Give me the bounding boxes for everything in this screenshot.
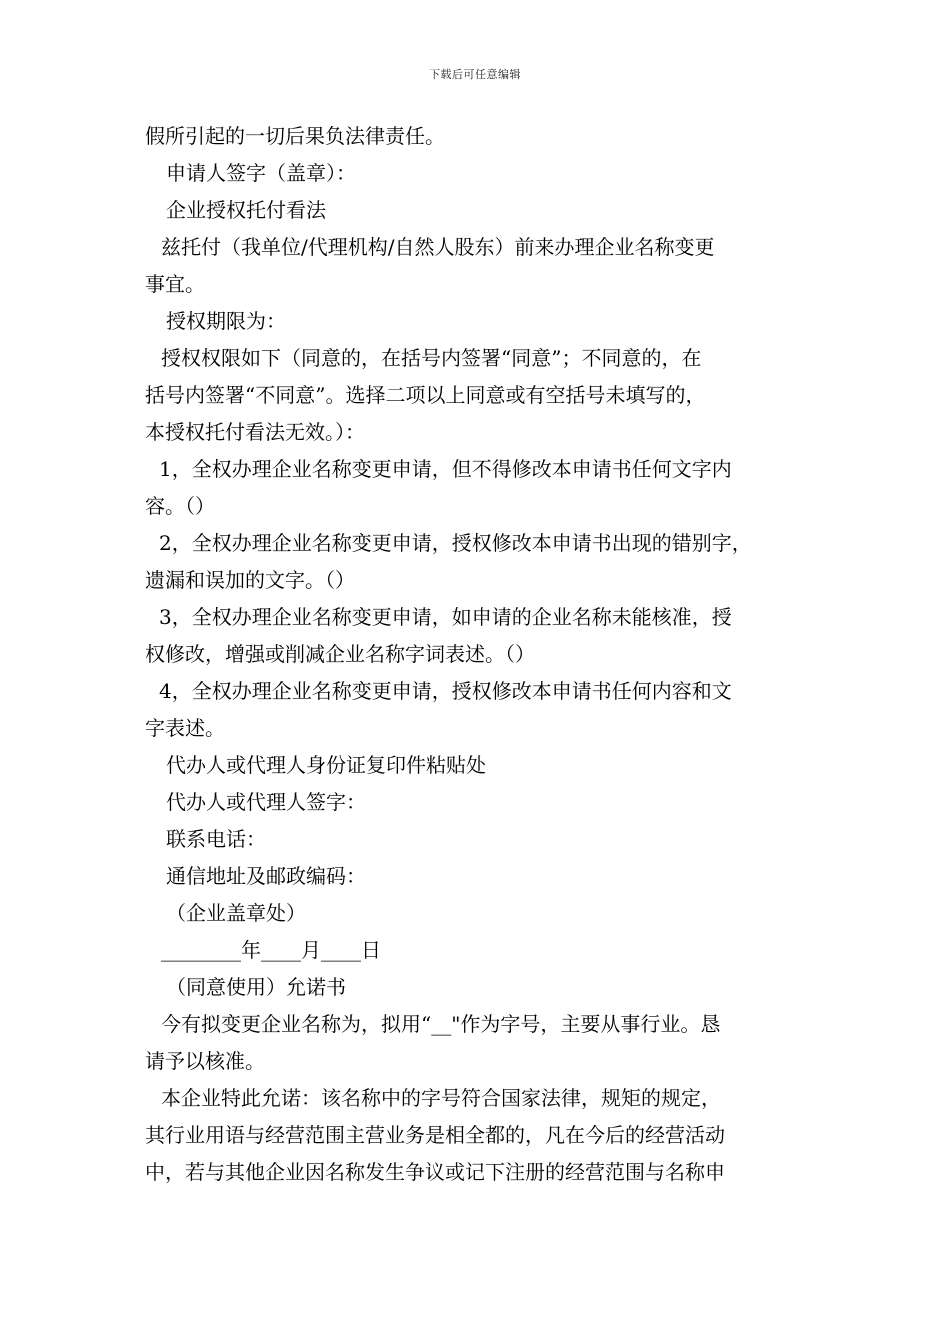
list-item-2: 2，全权办理企业名称变更申请，授权修改本申请书出现的错别字， [159, 531, 752, 555]
paragraph-line: 中，若与其他企业因名称发生争议或记下注册的经营范围与名称申 [145, 1160, 725, 1184]
id-copy-area-label: 代办人或代理人身份证复印件粘贴处 [166, 753, 486, 777]
paragraph-line: 本授权托付看法无效。）： [145, 420, 365, 444]
paragraph-line: 请予以核准。 [145, 1049, 265, 1073]
paragraph-line: 授权权限如下（同意的，在括号内签署“同意”；不同意的，在 [161, 346, 702, 370]
address-label: 通信地址及邮政编码： [166, 864, 366, 888]
document-body [145, 118, 810, 1191]
signature-label-applicant: 申请人签字（盖章）： [166, 161, 356, 185]
paragraph-line: 本企业特此允诺：该名称中的字号符合国家法律，规矩的规定， [161, 1086, 721, 1110]
list-item-3-cont: 权修改，增强或削减企业名称字词表述。（） [145, 642, 535, 666]
date-line: ________年____月____日 [161, 938, 381, 962]
agent-signature-label: 代办人或代理人签字： [166, 790, 366, 814]
list-item-3: 3，全权办理企业名称变更申请，如申请的企业名称未能核准，授 [159, 605, 732, 629]
list-item-4-cont: 字表述。 [145, 716, 225, 740]
section-heading-authorization: 企业授权托付看法 [166, 198, 326, 222]
phone-label: 联系电话： [166, 827, 266, 851]
list-item-1-cont: 容。（） [145, 494, 215, 518]
paragraph-line: 假所引起的一切后果负法律责任。 [145, 124, 445, 148]
list-item-1: 1，全权办理企业名称变更申请，但不得修改本申请书任何文字内 [159, 457, 732, 481]
paragraph-line: 事宜。 [145, 272, 205, 296]
page-header: 下载后可任意编辑 [429, 68, 521, 81]
field-label-authorization-period: 授权期限为： [166, 309, 286, 333]
list-item-2-cont: 遗漏和误加的文字。（） [145, 568, 355, 592]
paragraph-line: 其行业用语与经营范围主营业务是相全都的，凡在今后的经营活动 [145, 1123, 725, 1147]
paragraph-line: 今有拟变更企业名称为，拟用“__"作为字号，主要从事行业。恳 [161, 1012, 721, 1036]
paragraph-line: 括号内签署“不同意”。选择二项以上同意或有空括号未填写的， [145, 383, 706, 407]
seal-label: （企业盖章处） [166, 901, 306, 925]
section-heading-commitment: （同意使用）允诺书 [166, 975, 346, 999]
list-item-4: 4，全权办理企业名称变更申请，授权修改本申请书任何内容和文 [159, 679, 732, 703]
paragraph-line: 兹托付（我单位/代理机构/自然人股东）前来办理企业名称变更 [161, 235, 715, 259]
